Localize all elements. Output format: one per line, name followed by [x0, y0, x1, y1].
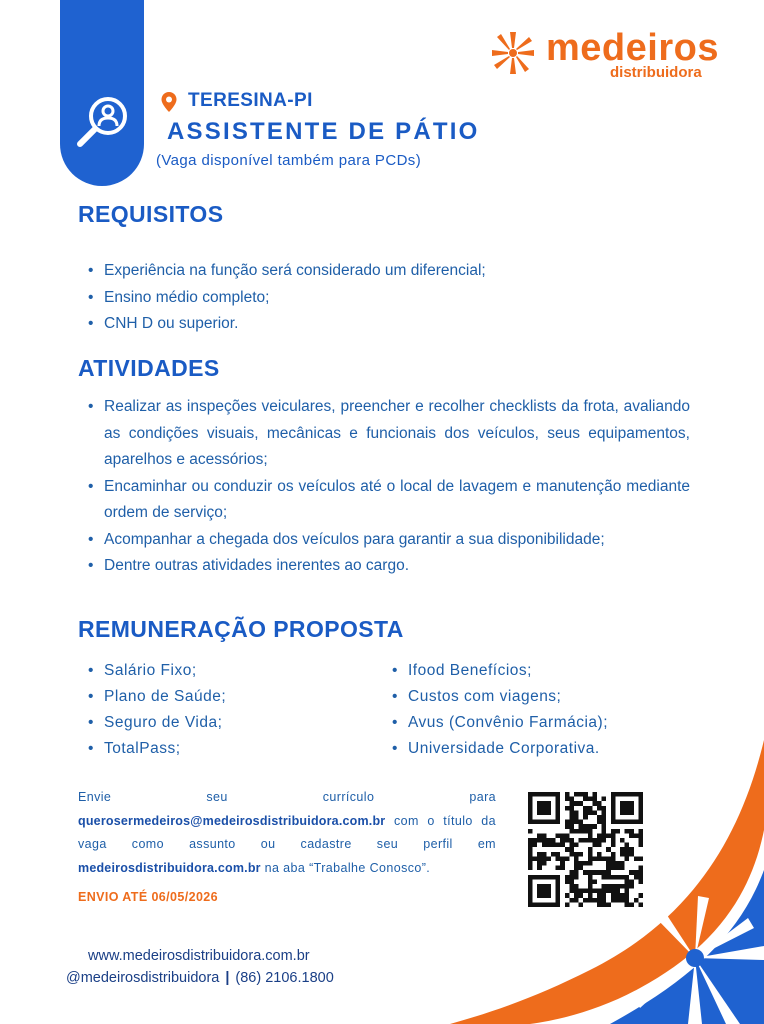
- brand-subtitle: distribuidora: [610, 64, 702, 81]
- apply-text: na aba “Trabalhe Conosco”.: [260, 860, 431, 875]
- list-item: • Ensino médio completo;: [88, 285, 688, 312]
- list-item: • Avus (Convênio Farmácia);: [392, 710, 692, 736]
- benefits-list-left: [88, 658, 378, 762]
- list-item: • Universidade Corporativa.: [392, 736, 692, 762]
- brand-name: medeiros: [546, 27, 719, 69]
- list-item: • Salário Fixo;: [88, 658, 378, 684]
- apply-instructions: [78, 786, 496, 880]
- footer-separator: |: [225, 970, 230, 986]
- compensation-heading: REMUNERAÇÃO PROPOSTA: [78, 616, 404, 642]
- apply-site-link[interactable]: medeirosdistribuidora.com.br: [78, 860, 261, 875]
- brand-logo: [488, 27, 719, 84]
- footer-contact: [66, 970, 334, 986]
- list-item: • Acompanhar a chegada dos veículos para garantir a sua disponibilidade;: [88, 527, 690, 554]
- list-item: • TotalPass;: [88, 736, 378, 762]
- footer-website[interactable]: www.medeirosdistribuidora.com.br: [88, 948, 310, 964]
- footer-phone: (86) 2106.1800: [235, 970, 334, 986]
- activities-heading: ATIVIDADES: [78, 355, 220, 381]
- list-item: • Realizar as inspeções veiculares, preencher e recolher checklists da frota, avaliando as condições visuais, mecânicas e funcionais dos veículos, seus equipamentos, aparelhos e acessórios;: [88, 394, 690, 474]
- list-item: • Custos com viagens;: [392, 684, 692, 710]
- activities-list: [88, 394, 690, 580]
- job-title: ASSISTENTE DE PÁTIO: [167, 118, 480, 145]
- requirements-heading: REQUISITOS: [78, 201, 224, 227]
- list-item: • CNH D ou superior.: [88, 311, 688, 338]
- list-item: • Encaminhar ou conduzir os veículos até o local de lavagem e manutenção mediante ordem de serviço;: [88, 474, 690, 527]
- requirements-list: [88, 258, 688, 338]
- apply-text: com o título da vaga como assunto ou cadastre seu perfil em: [78, 813, 496, 851]
- list-item: • Plano de Saúde;: [88, 684, 378, 710]
- list-item: • Ifood Benefícios;: [392, 658, 692, 684]
- city-label: TERESINA-PI: [188, 90, 313, 111]
- apply-email-link[interactable]: querosermedeiros@medeirosdistribuidora.com.br: [78, 813, 386, 828]
- decorative-corner-graphic: [440, 720, 764, 1024]
- user-search-icon: [72, 92, 134, 154]
- list-item: • Seguro de Vida;: [88, 710, 378, 736]
- footer-social[interactable]: @medeirosdistribuidora: [66, 970, 220, 986]
- apply-text: Envie seu currículo para: [78, 790, 496, 804]
- location-pin-icon: [160, 91, 178, 113]
- pcd-note: (Vaga disponível também para PCDs): [156, 152, 422, 169]
- apply-deadline: ENVIO ATÉ 06/05/2026: [78, 890, 219, 904]
- starburst-logo-icon: [488, 28, 538, 78]
- list-item: • Dentre outras atividades inerentes ao cargo.: [88, 553, 690, 580]
- list-item: • Experiência na função será considerado um diferencial;: [88, 258, 688, 285]
